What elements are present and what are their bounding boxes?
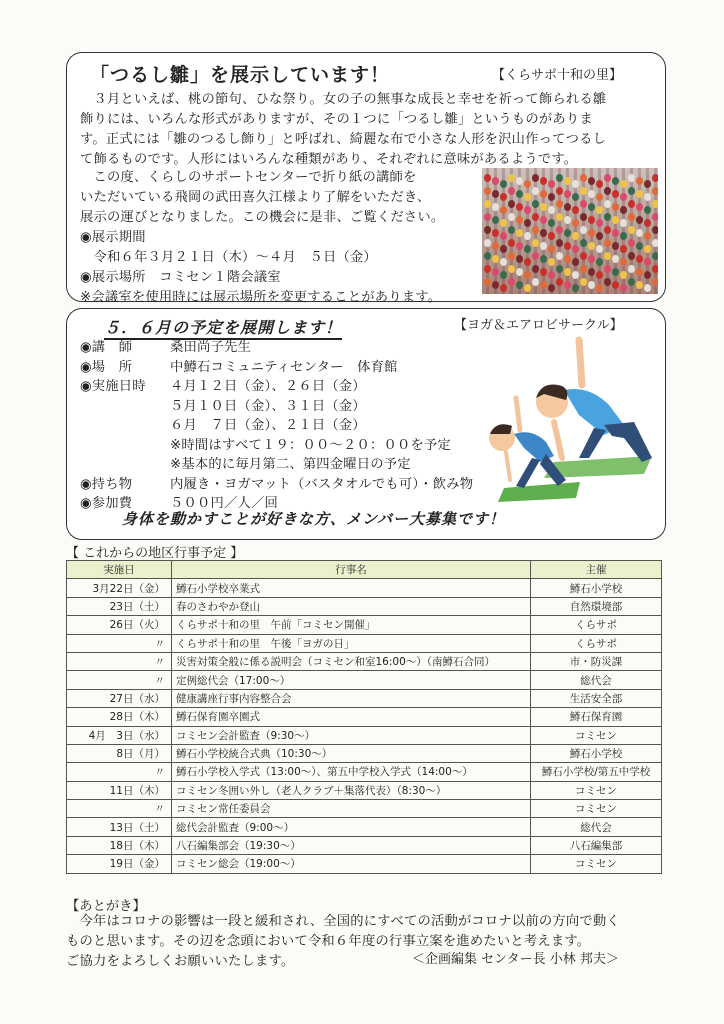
yoga-row [80, 436, 473, 456]
yoga-row [80, 397, 473, 417]
yoga-row [80, 338, 473, 358]
row-value: 桑田尚子先生 [170, 340, 251, 355]
exhibit-intro [80, 90, 655, 170]
event-organizer: 生活安全部 [531, 689, 662, 707]
row-label [80, 416, 170, 436]
event-name: 定例総代会（17:00～） [172, 671, 531, 689]
event-organizer: くらサポ [531, 616, 662, 634]
yoga-row [80, 358, 473, 378]
table-row [67, 708, 662, 726]
table-row [67, 579, 662, 597]
yoga-circle-tag: 【ヨガ＆エアロビサークル】 [454, 318, 623, 333]
event-name: 災害対策全般に係る説明会（コミセン和室16:00～）（南鱒石合同） [172, 652, 531, 670]
detail-line: この度、くらしのサポートセンターで折り紙の講師を [80, 170, 417, 185]
intro-line: ３月といえば、桃の節句、ひな祭り。女の子の無事な成長と幸せを祈って飾られる雛 [80, 92, 607, 107]
afterword-heading: 【あとがき】 [66, 899, 146, 914]
table-row [67, 726, 662, 744]
event-name: 鱒石小学校統合式典（10:30～） [172, 744, 531, 762]
row-value: 内履き・ヨガマット（バスタオルでも可）・飲み物 [170, 476, 474, 492]
header-date: 実施日 [67, 561, 172, 579]
detail-line: 令和６年３月２１日（木）～４月 ５日（金） [80, 250, 377, 265]
table-row [67, 763, 662, 781]
row-label: ◉講 師 [80, 340, 133, 355]
row-value: ６月 ７日（金）、２１日（金） [170, 418, 366, 433]
yoga-row [80, 475, 473, 495]
afterword-line: 今年はコロナの影響は一段と緩和され、全国的にすべての活動がコロナ以前の方向で動く [66, 914, 620, 929]
table-row [67, 671, 662, 689]
detail-line: ◉展示期間 [80, 230, 146, 245]
table-row [67, 781, 662, 799]
event-name: 鱒石小学校入学式（13:00～）、第五中学校入学式（14:00～） [172, 763, 531, 781]
intro-line: 飾りには、いろんな形式がありますが、その１つに「つるし雛」というものがありま [80, 112, 593, 127]
event-date: 13日（土） [67, 818, 172, 836]
header-event: 行事名 [172, 561, 531, 579]
event-organizer: 総代会 [531, 671, 662, 689]
exhibit-organizer-tag: 【くらサポ十和の里】 [492, 68, 623, 83]
event-date: 〃 [67, 763, 172, 781]
table-row [67, 800, 662, 818]
table-row [67, 744, 662, 762]
event-organizer: コミセン [531, 855, 662, 873]
row-label [80, 436, 170, 456]
event-name: コミセン常任委員会 [172, 800, 531, 818]
event-name: 春のさわやか登山 [172, 597, 531, 615]
row-label [80, 455, 170, 475]
yoga-details [80, 338, 473, 514]
event-date: 〃 [67, 652, 172, 670]
event-name: コミセン冬囲い外し（老人クラブ＋集落代表）（8:30～） [172, 781, 531, 799]
detail-line: ※会議室を使用時には展示場所を変更することがあります。 [80, 290, 442, 305]
yoga-title: ５．６月の予定を展開します！ [104, 315, 342, 340]
event-date: 〃 [67, 800, 172, 818]
recruitment-banner: 身体を動かすことが好きな方、メンバー大募集です！ [122, 510, 505, 528]
schedule-rows [67, 579, 662, 873]
row-value: ※時間はすべて１９：００～２０：００を予定 [170, 437, 452, 453]
event-organizer: 鱒石小学校 [531, 744, 662, 762]
table-row [67, 855, 662, 873]
afterword-line: ものと思います。その辺を念頭において令和６年度の行事立案を進めたいと考えます。 [66, 934, 591, 949]
afterword-line: ご協力をよろしくお願いいたします。 [66, 954, 295, 969]
exhibit-title: 「つるし雛」を展示しています！ [90, 64, 391, 86]
table-row [67, 634, 662, 652]
editor-signature: ＜企画編集 センター長 小林 邦夫＞ [412, 952, 619, 967]
table-row [67, 597, 662, 615]
event-name: 鱒石小学校卒業式 [172, 579, 531, 597]
event-organizer: 自然環境部 [531, 597, 662, 615]
event-organizer: コミセン [531, 726, 662, 744]
event-organizer: 鱒石小学校/第五中学校 [531, 763, 662, 781]
event-date: 27日（水） [67, 689, 172, 707]
row-label: ◉参加費 [80, 496, 133, 511]
detail-line: いただいている飛岡の武田喜久江様より了解をいただき、 [80, 190, 431, 205]
row-value: ４月１２日（金）、２６日（金） [170, 379, 366, 394]
row-label: ◉場 所 [80, 359, 133, 375]
event-date: 8日（月） [67, 744, 172, 762]
event-name: くらサポ十和の里 午後「ヨガの日」 [172, 634, 531, 652]
detail-line: ◉展示場所 コミセン１階会議室 [80, 270, 281, 285]
event-date: 3月22日（金） [67, 579, 172, 597]
yoga-row [80, 377, 473, 397]
tsurushi-bina-photo [482, 168, 658, 294]
event-schedule-table [66, 560, 662, 874]
adult-figure [536, 340, 652, 462]
event-name: くらサポ十和の里 午前「コミセン開催」 [172, 616, 531, 634]
row-label: ◉持ち物 [80, 476, 133, 492]
event-date: 4月 3日（水） [67, 726, 172, 744]
yoga-row [80, 455, 473, 475]
header-organizer: 主催 [531, 561, 662, 579]
table-row [67, 836, 662, 854]
table-row [67, 652, 662, 670]
event-date: 11日（木） [67, 781, 172, 799]
event-organizer: 市・防災課 [531, 652, 662, 670]
detail-line: 展示の運びとなりました。この機会に是非、ご覧ください。 [80, 210, 445, 225]
row-value: 中鱒石コミュニティセンター 体育館 [170, 359, 398, 375]
table-row [67, 616, 662, 634]
event-name: コミセン総会（19:00～） [172, 855, 531, 873]
event-date: 〃 [67, 634, 172, 652]
intro-line: て飾るものです。人形にはいろんな種類があり、それぞれに意味があるようです。 [80, 152, 578, 167]
event-organizer: 鱒石小学校 [531, 579, 662, 597]
intro-line: す。正式には「雛のつるし飾り」と呼ばれ、綺麗な布で小さな人形を沢山作ってつるし [80, 132, 607, 147]
row-value: ※基本的に毎月第二、第四金曜日の予定 [170, 457, 411, 472]
event-name: 健康講座行事内容整合会 [172, 689, 531, 707]
event-organizer: コミセン [531, 781, 662, 799]
row-label: ◉実施日時 [80, 379, 146, 394]
event-date: 26日（火） [67, 616, 172, 634]
schedule-title: 【 これからの地区行事予定 】 [66, 546, 244, 561]
event-organizer: 総代会 [531, 818, 662, 836]
row-value: ５００円／人／回 [170, 496, 278, 511]
event-organizer: 鱒石保育園 [531, 708, 662, 726]
event-name: コミセン会計監査（9:30～） [172, 726, 531, 744]
table-row [67, 818, 662, 836]
event-name: 八石編集部会（19:30～） [172, 836, 531, 854]
event-name: 総代会計監査（9:00～） [172, 818, 531, 836]
event-name: 鱒石保育園卒園式 [172, 708, 531, 726]
event-date: 28日（木） [67, 708, 172, 726]
exhibit-details [80, 168, 444, 308]
yoga-illustration [484, 330, 660, 506]
table-header-row [67, 561, 662, 579]
event-date: 23日（土） [67, 597, 172, 615]
event-date: 18日（木） [67, 836, 172, 854]
event-organizer: くらサポ [531, 634, 662, 652]
event-organizer: 八石編集部 [531, 836, 662, 854]
table-row [67, 689, 662, 707]
event-organizer: コミセン [531, 800, 662, 818]
event-date: 〃 [67, 671, 172, 689]
row-value: ５月１０日（金）、３１日（金） [170, 398, 366, 414]
event-date: 19日（金） [67, 855, 172, 873]
yoga-row [80, 416, 473, 436]
row-label [80, 397, 170, 417]
